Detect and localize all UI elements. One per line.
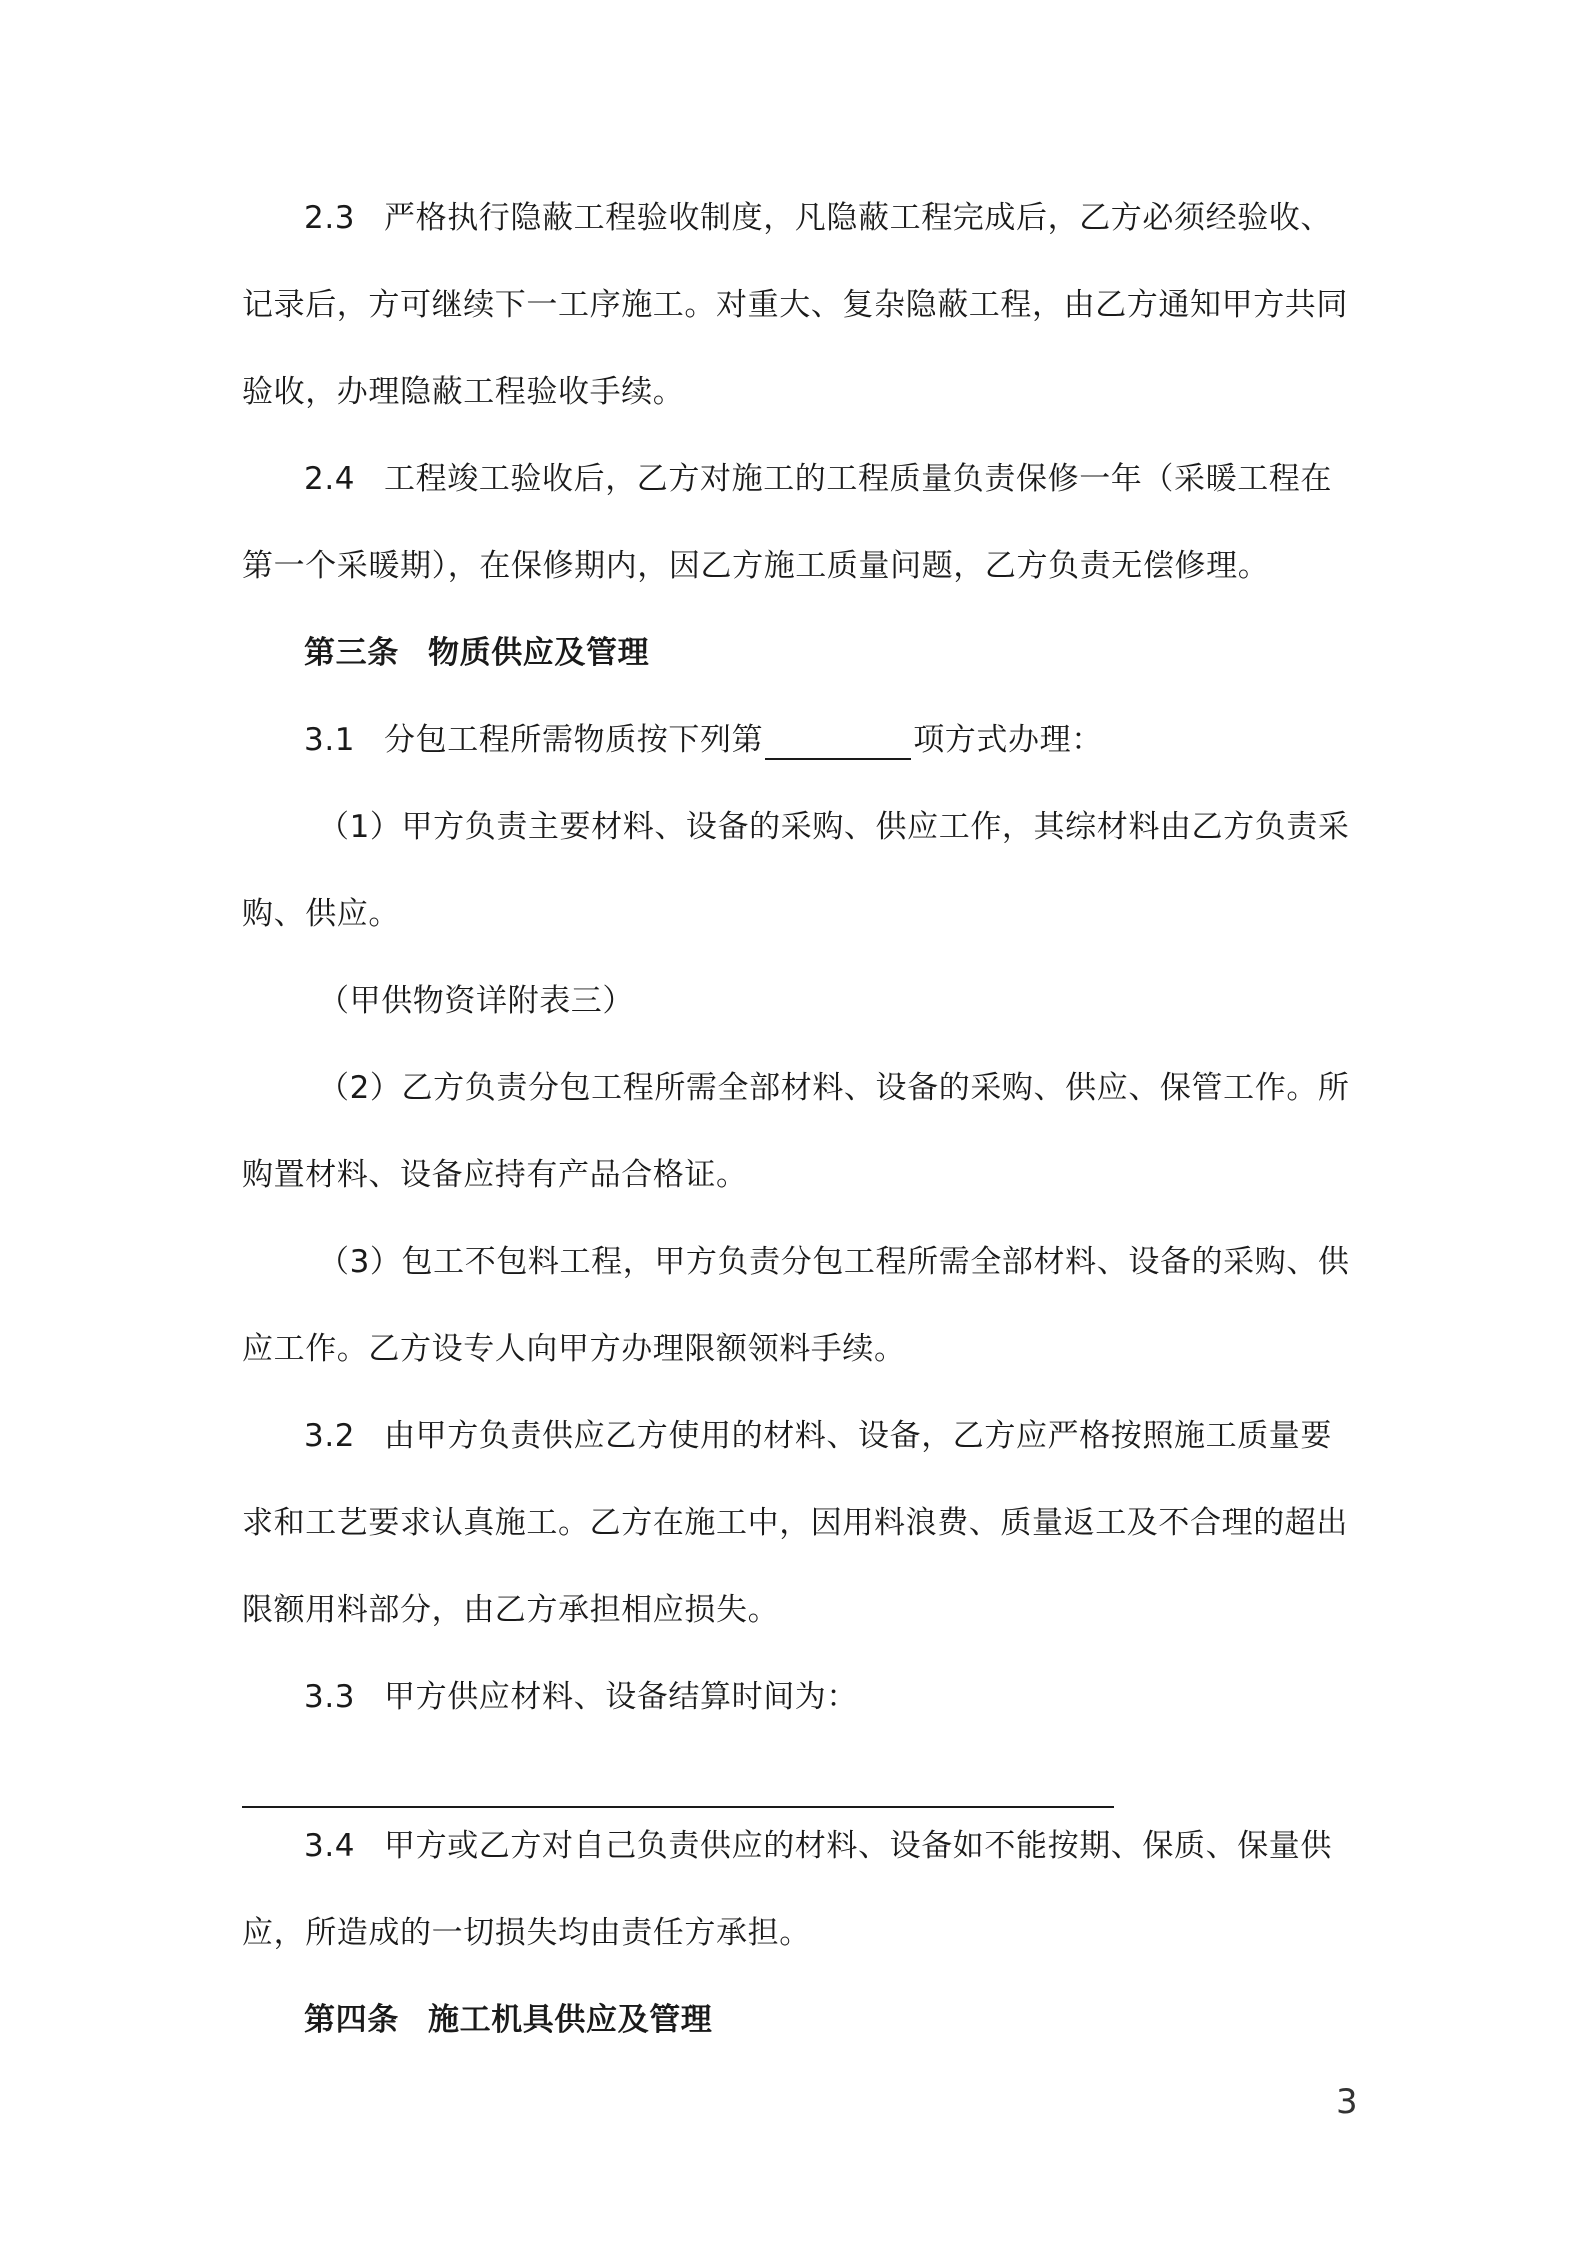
option-2-line-2: 购置材料、设备应持有产品合格证。 xyxy=(242,1157,748,1193)
paragraph-2-4-line-1 xyxy=(304,459,1332,499)
article-title: 施工机具供应及管理 xyxy=(428,2002,713,2038)
fill-in-line xyxy=(242,1806,1114,1808)
clause-number: 3.1 xyxy=(304,722,356,758)
option-1-line-2: 购、供应。 xyxy=(242,896,400,932)
paragraph-2-3-line-1 xyxy=(304,198,1332,238)
paragraph-3-3 xyxy=(304,1677,858,1717)
clause-number: 3.2 xyxy=(304,1418,356,1454)
paragraph-3-4-line-2: 应，所造成的一切损失均由责任方承担。 xyxy=(242,1915,811,1951)
paragraph-3-2-line-3: 限额用料部分，由乙方承担相应损失。 xyxy=(242,1592,780,1628)
clause-text: 工程竣工验收后，乙方对施工的工程质量负责保修一年（采暖工程在 xyxy=(384,461,1332,497)
clause-number: 2.4 xyxy=(304,461,356,497)
clause-text-after: 项方式办理： xyxy=(913,722,1103,758)
option-1-note: （甲供物资详附表三） xyxy=(318,983,634,1019)
document-page xyxy=(242,0,1354,2244)
paragraph-3-2-line-1 xyxy=(304,1416,1332,1456)
option-1-line-1: （1）甲方负责主要材料、设备的采购、供应工作，其综材料由乙方负责采 xyxy=(318,809,1350,845)
clause-text-before: 分包工程所需物质按下列第 xyxy=(384,722,764,758)
paragraph-2-3-line-3: 验收，办理隐蔽工程验收手续。 xyxy=(242,374,685,410)
paragraph-3-2-line-2: 求和工艺要求认真施工。乙方在施工中，因用料浪费、质量返工及不合理的超出 xyxy=(242,1505,1348,1541)
article-4-heading xyxy=(304,2000,712,2040)
paragraph-2-4-line-2: 第一个采暖期），在保修期内，因乙方施工质量问题，乙方负责无偿修理。 xyxy=(242,548,1270,584)
article-number: 第四条 xyxy=(304,2002,399,2038)
article-title: 物质供应及管理 xyxy=(428,635,650,671)
page-number: 3 xyxy=(1336,2082,1358,2122)
clause-text: 由甲方负责供应乙方使用的材料、设备，乙方应严格按照施工质量要 xyxy=(384,1418,1332,1454)
article-3-heading xyxy=(304,633,649,673)
paragraph-3-1 xyxy=(304,720,1103,760)
paragraph-3-4-line-1 xyxy=(304,1826,1332,1866)
clause-text: 严格执行隐蔽工程验收制度，凡隐蔽工程完成后，乙方必须经验收、 xyxy=(384,200,1332,236)
option-3-line-1: （3）包工不包料工程，甲方负责分包工程所需全部材料、设备的采购、供 xyxy=(318,1244,1350,1280)
fill-in-blank xyxy=(765,724,911,760)
clause-number: 2.3 xyxy=(304,200,356,236)
option-3-line-2: 应工作。乙方设专人向甲方办理限额领料手续。 xyxy=(242,1331,906,1367)
article-number: 第三条 xyxy=(304,635,399,671)
clause-number: 3.3 xyxy=(304,1679,356,1715)
clause-number: 3.4 xyxy=(304,1828,356,1864)
paragraph-2-3-line-2: 记录后，方可继续下一工序施工。对重大、复杂隐蔽工程，由乙方通知甲方共同 xyxy=(242,287,1348,323)
clause-text: 甲方供应材料、设备结算时间为： xyxy=(384,1679,858,1715)
option-2-line-1: （2）乙方负责分包工程所需全部材料、设备的采购、供应、保管工作。所 xyxy=(318,1070,1350,1106)
clause-text: 甲方或乙方对自己负责供应的材料、设备如不能按期、保质、保量供 xyxy=(384,1828,1332,1864)
